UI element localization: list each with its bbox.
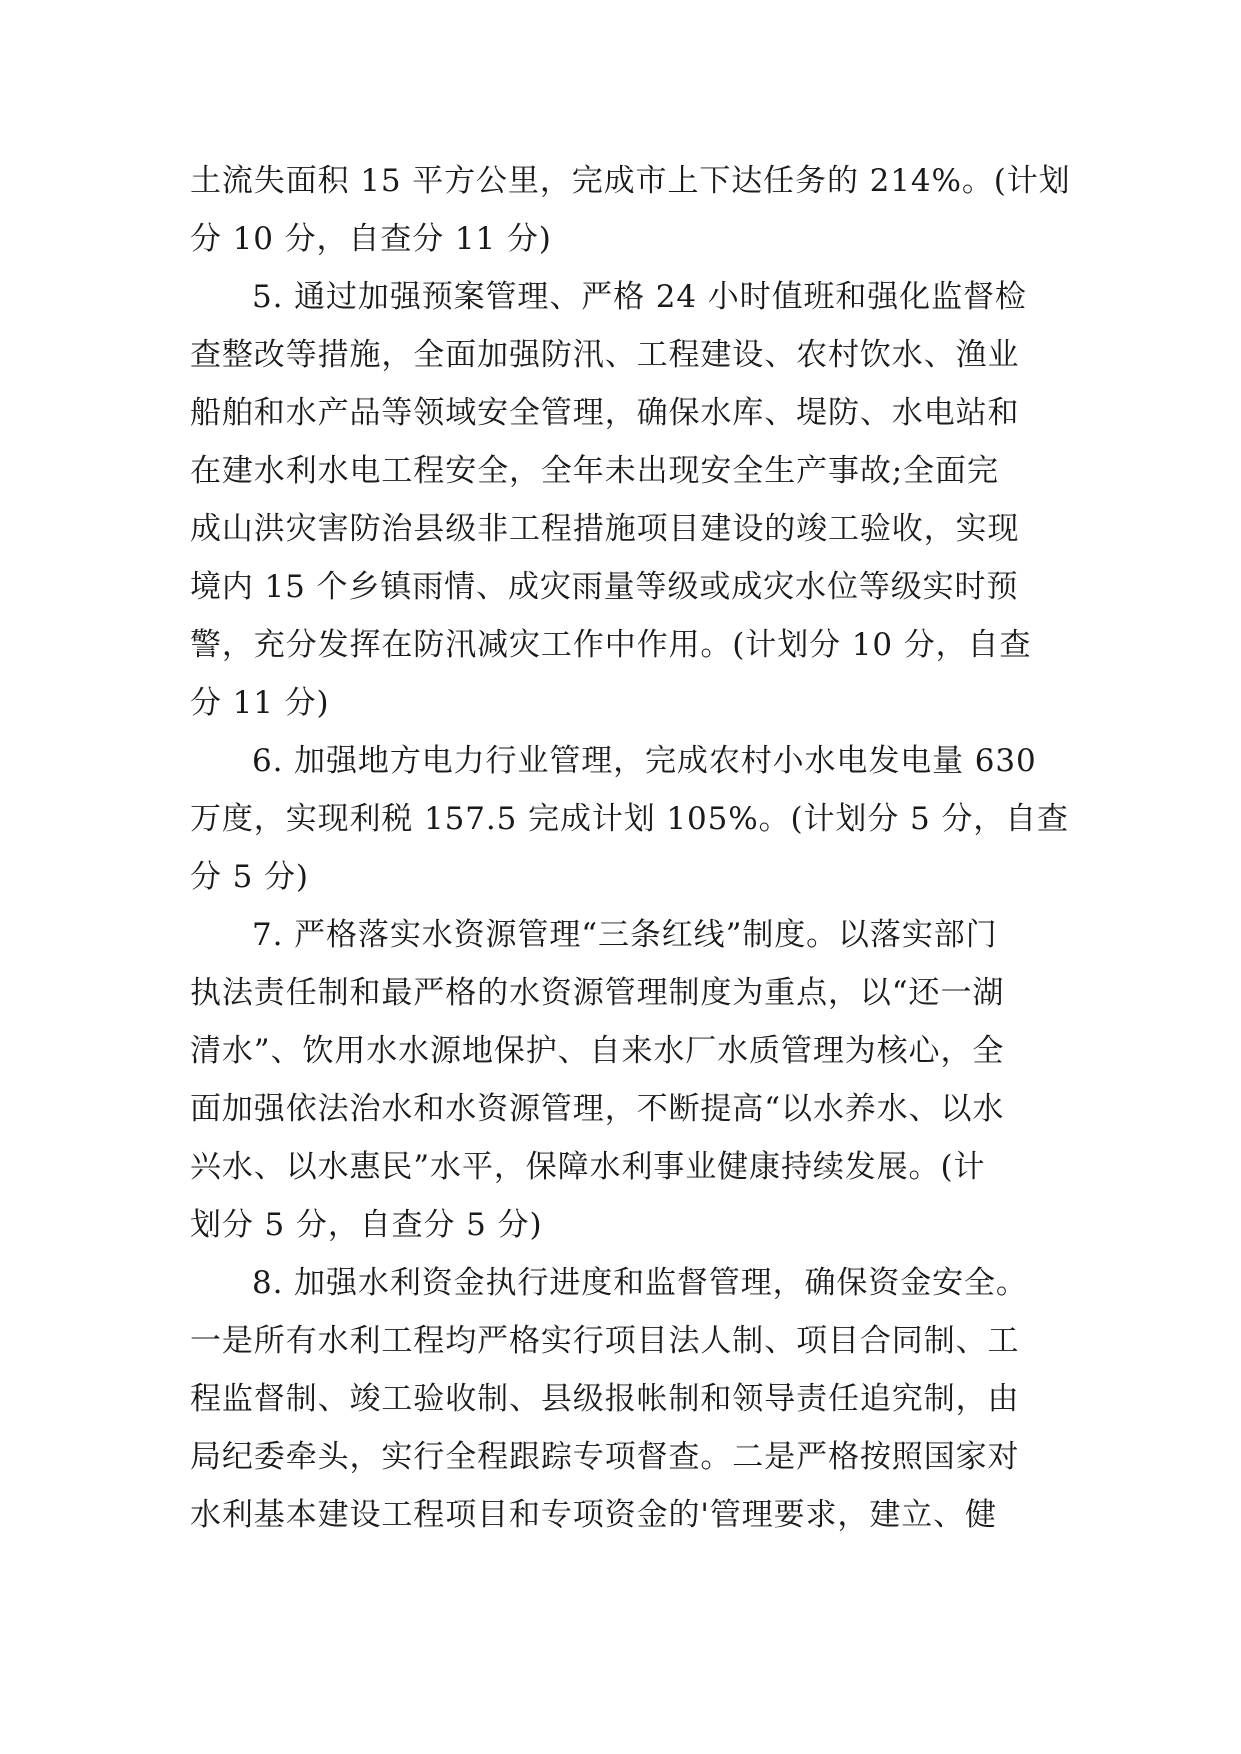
- text-line: 水利基本建设工程项目和专项资金的'管理要求，建立、健: [190, 1497, 997, 1533]
- text-line: 在建水利水电工程安全，全年未出现安全生产事故;全面完: [190, 453, 999, 489]
- text-line: 划分 5 分，自查分 5 分): [190, 1207, 543, 1243]
- text-line: 清水”、饮用水水源地保护、自来水厂水质管理为核心，全: [190, 1033, 1005, 1069]
- text-line: 船舶和水产品等领域安全管理，确保水库、堤防、水电站和: [190, 395, 1020, 431]
- text-line: 分 10 分，自查分 11 分): [190, 221, 552, 257]
- body-text: [190, 152, 1071, 1544]
- text-line: 万度，实现利税 157.5 完成计划 105%。(计划分 5 分，自查: [190, 801, 1069, 837]
- text-line: 程监督制、竣工验收制、县级报帐制和领导责任追究制，由: [190, 1381, 1020, 1417]
- text-line: 5. 通过加强预案管理、严格 24 小时值班和强化监督检: [252, 279, 1027, 315]
- text-line: 执法责任制和最严格的水资源管理制度为重点，以“还一湖: [190, 975, 1005, 1011]
- text-line: 查整改等措施，全面加强防汛、工程建设、农村饮水、渔业: [190, 337, 1020, 373]
- text-line: 分 11 分): [190, 685, 330, 721]
- text-line: 境内 15 个乡镇雨情、成灾雨量等级或成灾水位等级实时预: [190, 569, 1019, 605]
- text-line: 7. 严格落实水资源管理“三条红线”制度。以落实部门: [252, 917, 998, 953]
- text-line: 警，充分发挥在防汛减灾工作中作用。(计划分 10 分，自查: [190, 627, 1032, 663]
- text-line: 成山洪灾害防治县级非工程措施项目建设的竣工验收，实现: [190, 511, 1020, 547]
- text-line: 土流失面积 15 平方公里，完成市上下达任务的 214%。(计划: [190, 163, 1071, 199]
- text-line: 局纪委牵头，实行全程跟踪专项督查。二是严格按照国家对: [190, 1439, 1020, 1475]
- text-line: 8. 加强水利资金执行进度和监督管理，确保资金安全。: [252, 1265, 1028, 1301]
- text-line: 一是所有水利工程均严格实行项目法人制、项目合同制、工: [190, 1323, 1020, 1359]
- text-line: 兴水、以水惠民”水平，保障水利事业健康持续发展。(计: [190, 1149, 986, 1185]
- text-line: 6. 加强地方电力行业管理，完成农村小水电发电量 630: [252, 743, 1037, 779]
- text-line: 分 5 分): [190, 859, 309, 895]
- text-line: 面加强依法治水和水资源管理，不断提高“以水养水、以水: [190, 1091, 1005, 1127]
